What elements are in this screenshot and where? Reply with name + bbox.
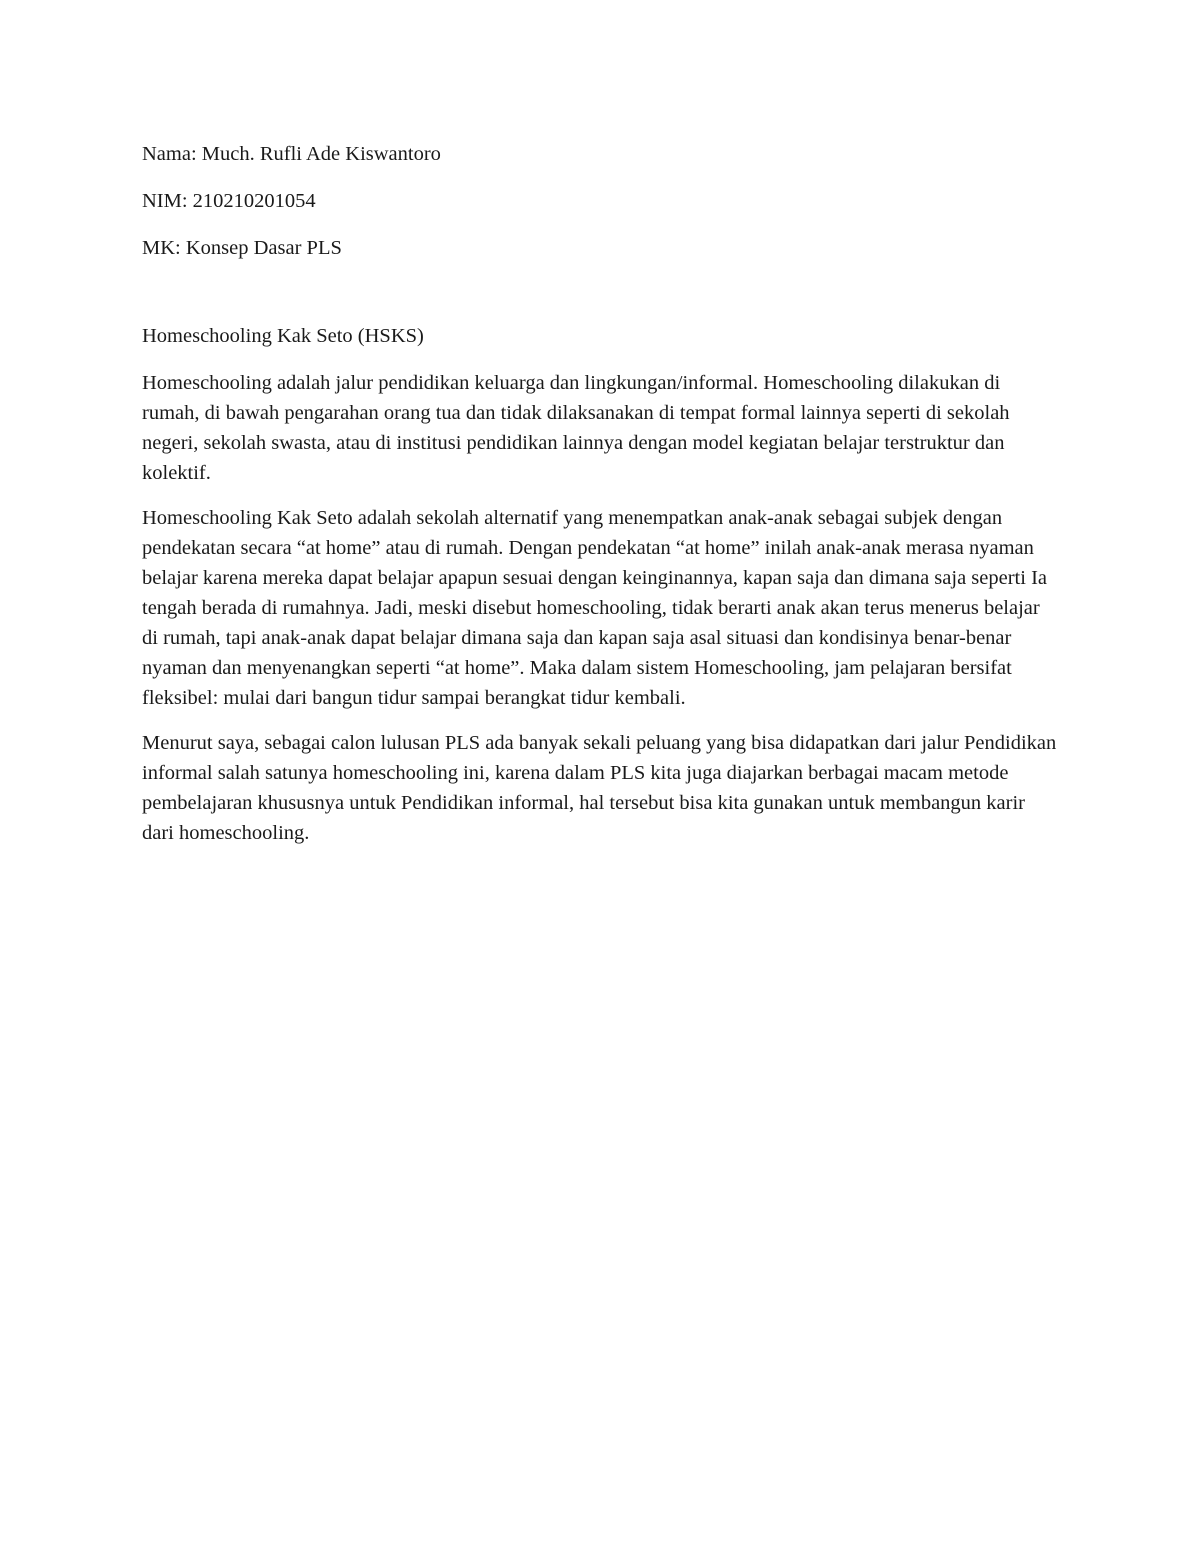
student-id: NIM: 210210201054 bbox=[142, 190, 316, 212]
document-body bbox=[142, 139, 1060, 863]
paragraph-opinion: Menurut saya, sebagai calon lulusan PLS ada banyak sekali peluang yang bisa didapatkan dari jalur Pendidikan informal salah satunya homeschooling ini, karena dalam PLS kita juga diajarkan berbagai macam metode pembelajaran khususnya untuk Pendidikan informal, hal tersebut bisa kita gunakan untuk membangun karir dari homeschooling. bbox=[142, 732, 1057, 844]
paragraph-hsks: Homeschooling Kak Seto adalah sekolah alternatif yang menempatkan anak-anak sebagai subjek dengan pendekatan secara “at home” atau di rumah. Dengan pendekatan “at home” inilah anak-anak merasa nyaman belajar karena mereka dapat belajar apapun sesuai dengan keinginannya, kapan saja dan dimana saja seperti Ia tengah berada di rumahnya. Jadi, meski disebut homeschooling, tidak berarti anak akan terus menerus belajar di rumah, tapi anak-anak dapat belajar dimana saja dan kapan saja asal situasi dan kondisinya benar-benar nyaman dan menyenangkan seperti “at home”. Maka dalam sistem Homeschooling, jam pelajaran bersifat fleksibel: mulai dari bangun tidur sampai berangkat tidur kembali. bbox=[142, 507, 1047, 709]
document-title: Homeschooling Kak Seto (HSKS) bbox=[142, 325, 424, 347]
course-name: MK: Konsep Dasar PLS bbox=[142, 237, 342, 259]
paragraph-definition: Homeschooling adalah jalur pendidikan keluarga dan lingkungan/informal. Homeschooling dilakukan di rumah, di bawah pengarahan orang tua dan tidak dilaksanakan di tempat formal lainnya seperti di sekolah negeri, sekolah swasta, atau di institusi pendidikan lainnya dengan model kegiatan belajar terstruktur dan kolektif. bbox=[142, 372, 1010, 484]
student-name: Nama: Much. Rufli Ade Kiswantoro bbox=[142, 143, 441, 165]
